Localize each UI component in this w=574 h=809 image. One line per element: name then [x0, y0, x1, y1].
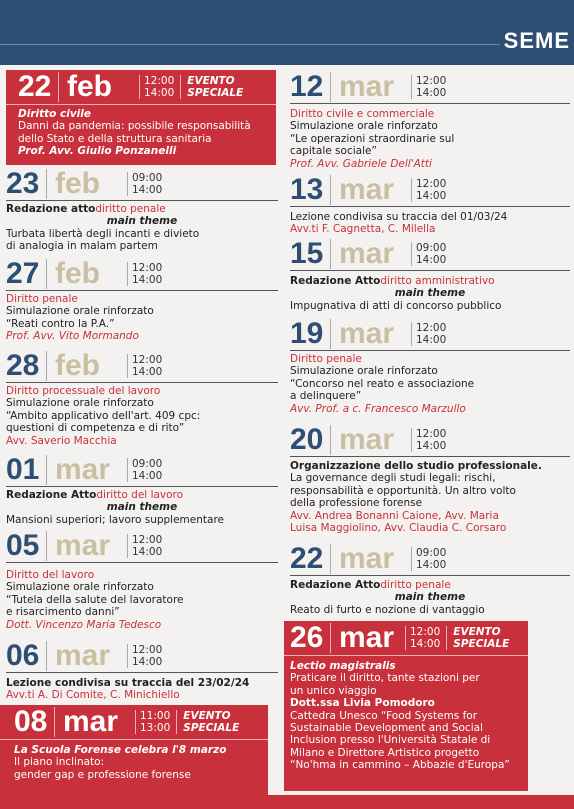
event-body: [0, 740, 268, 781]
speaker: Prof. Avv. Vito Mormando: [6, 330, 139, 343]
time-range: 12:00 14:00: [127, 644, 162, 669]
desc-line: “Ambito applicativo dell'art. 409 cpc:: [6, 409, 201, 422]
desc-line: Impugnativa di atti di concorso pubblico: [290, 299, 502, 312]
day-number: 22: [18, 70, 52, 103]
month-name: mar: [46, 531, 127, 561]
time-range: 09:00 14:00: [411, 242, 446, 267]
event-mar05: [6, 530, 278, 631]
time-range: 12:00 14:00: [127, 354, 162, 379]
event-title: La Scuola Forense celebra l'8 marzo: [14, 744, 227, 756]
time-range: 09:00 14:00: [411, 547, 446, 572]
event-mar19: [290, 318, 570, 415]
date-header: [290, 238, 570, 271]
desc-line: La governance degli studi legali: rischi,: [290, 472, 496, 485]
event-body: [290, 104, 570, 170]
event-mar15: [290, 238, 570, 312]
desc-line: a delinquere”: [290, 390, 362, 403]
month-name: mar: [330, 623, 405, 653]
event-type: Simulazione orale rinforzato: [6, 397, 154, 410]
theme: main theme: [394, 287, 466, 300]
date-header: [6, 168, 278, 201]
event-body: [6, 673, 278, 702]
desc-line: “Reati contro la P.A.”: [6, 317, 115, 330]
theme: main theme: [106, 215, 178, 228]
day-number: 05: [6, 529, 40, 562]
month-name: feb: [46, 351, 127, 381]
event-mar22: [290, 543, 570, 616]
theme: main theme: [394, 591, 466, 604]
day-number: 06: [6, 639, 40, 672]
special-badge: EVENTO SPECIALE: [176, 710, 239, 735]
desc-line: Reato di furto e nozione di vantaggio: [290, 603, 485, 616]
event-type: Lezione condivisa su traccia del 01/03/24: [290, 211, 508, 223]
date-header: [6, 640, 278, 673]
day-number: 20: [290, 423, 324, 456]
theme: main theme: [106, 501, 178, 514]
date-header: [290, 174, 570, 207]
time-range: 12:00 14:00: [139, 75, 174, 100]
act-line: Redazione Attodiritto amministrativo: [290, 275, 495, 287]
date-header: [284, 621, 528, 656]
day-number: 15: [290, 237, 324, 270]
header-band: [0, 0, 574, 65]
event-body: [6, 563, 278, 631]
event-body: [6, 487, 278, 526]
speaker: Avv.ti A. Di Comite, C. Minichiello: [6, 689, 180, 702]
month-name: mar: [330, 175, 411, 205]
month-name: mar: [330, 319, 411, 349]
special-badge: EVENTO SPECIALE: [180, 75, 243, 100]
event-type: Organizzazione dello studio professionale.: [290, 460, 542, 472]
act-line: Redazione Attodiritto penale: [290, 579, 451, 591]
speaker: Avv. Prof. a c. Francesco Marzullo: [290, 402, 466, 415]
event-mar20: [290, 424, 570, 534]
desc-line: Praticare il diritto, tante stazioni per: [290, 672, 480, 685]
header-rule: [0, 44, 500, 45]
desc-line: Cattedra Unesco “Food Systems for: [290, 709, 478, 722]
day-number: 01: [6, 453, 40, 486]
event-mar08: [0, 705, 268, 795]
event-title: Lectio magistralis: [290, 660, 396, 672]
desc-line: e risarcimento danni”: [6, 606, 120, 619]
topic: Diritto penale: [6, 293, 78, 305]
date-header: [6, 70, 276, 105]
day-number: 08: [14, 705, 48, 738]
desc-line: “Le operazioni straordinarie sul: [290, 132, 455, 145]
speaker: Prof. Avv. Gabriele Dell'Atti: [290, 157, 432, 170]
date-header: [6, 350, 278, 383]
desc-line: “Tutela della salute del lavoratore: [6, 593, 184, 606]
event-mar12: [290, 71, 570, 170]
topic: Diritto penale: [290, 353, 362, 365]
event-feb28: [6, 350, 278, 447]
date-header: [290, 424, 570, 457]
month-name: mar: [330, 239, 411, 269]
month-name: mar: [330, 425, 411, 455]
act-line: Redazione attodiritto penale: [6, 203, 166, 215]
topic: Diritto processuale del lavoro: [6, 385, 161, 397]
event-type: Simulazione orale rinforzato: [290, 120, 438, 133]
desc-line: gender gap e professione forense: [14, 768, 191, 781]
month-name: mar: [46, 455, 127, 485]
event-feb27: [6, 258, 278, 343]
event-body: [290, 351, 570, 415]
date-header: [6, 258, 278, 291]
day-number: 22: [290, 542, 324, 575]
day-number: 19: [290, 317, 324, 350]
footer-band: [0, 795, 574, 809]
desc-line: Inclusion presso l'Università Statale di: [290, 734, 491, 747]
desc-line: Danni da pandemia: possibile responsabilità: [18, 120, 251, 133]
event-mar26: [284, 621, 528, 791]
time-range: 11:00 13:00: [135, 710, 170, 735]
desc-line: “Concorso nel reato e associazione: [290, 377, 475, 390]
date-header: [0, 705, 268, 740]
time-range: 09:00 14:00: [127, 458, 162, 483]
day-number: 12: [290, 70, 324, 103]
time-range: 12:00 14:00: [411, 322, 446, 347]
event-type: Simulazione orale rinforzato: [6, 581, 154, 594]
month-name: mar: [46, 641, 127, 671]
month-name: feb: [46, 169, 127, 199]
speaker: Dott. Vincenzo Maria Tedesco: [6, 618, 162, 631]
date-header: [6, 454, 278, 487]
topic: Diritto civile: [18, 108, 91, 120]
time-range: 12:00 14:00: [411, 428, 446, 453]
desc-line: dello Stato e della struttura sanitaria: [18, 132, 212, 145]
event-type: Lezione condivisa su traccia del 23/02/24: [6, 677, 250, 689]
event-body: [290, 457, 570, 534]
desc-line: capitale sociale”: [290, 145, 377, 158]
event-body: [6, 105, 276, 158]
time-range: 12:00 14:00: [127, 534, 162, 559]
month-name: mar: [54, 707, 135, 737]
time-range: 12:00 14:00: [405, 626, 440, 651]
desc-line: responsabilità e opportunità. Un altro volto: [290, 484, 516, 497]
series-title: SEME: [503, 28, 570, 53]
event-body: [290, 576, 570, 616]
speaker: Avv.ti F. Cagnetta, C. Milella: [290, 223, 436, 236]
event-body: [6, 201, 278, 253]
event-mar06: [6, 640, 278, 702]
event-mar13: [290, 174, 570, 236]
time-range: 12:00 14:00: [411, 75, 446, 100]
desc-line: Turbata libertà degli incanti e divieto: [6, 227, 200, 240]
event-body: [290, 207, 570, 236]
day-number: 26: [290, 621, 324, 654]
month-name: mar: [330, 72, 411, 102]
topic: Diritto civile e commerciale: [290, 108, 435, 120]
desc-line: Il piano inclinato:: [14, 756, 105, 769]
time-range: 12:00 14:00: [127, 262, 162, 287]
date-header: [290, 543, 570, 576]
desc-line: Mansioni superiori; lavoro supplementare: [6, 513, 224, 526]
event-feb22: [6, 70, 276, 165]
day-number: 28: [6, 349, 40, 382]
speaker: Dott.ssa Livia Pomodoro: [290, 697, 435, 710]
day-number: 23: [6, 167, 40, 200]
desc-line: un unico viaggio: [290, 684, 377, 697]
event-type: Simulazione orale rinforzato: [6, 305, 154, 318]
act-line: Redazione Attodiritto del lavoro: [6, 489, 184, 501]
speaker: Luisa Maggiolino, Avv. Claudia C. Corsaro: [290, 522, 507, 535]
event-body: [284, 656, 528, 772]
date-header: [290, 71, 570, 104]
desc-line: Sustainable Development and Social: [290, 722, 483, 735]
speaker: Avv. Andrea Bonanni Caione, Avv. Maria: [290, 509, 499, 522]
desc-line: “No'hma in cammino – Abbazie d'Europa”: [290, 759, 510, 772]
month-name: mar: [330, 544, 411, 574]
day-number: 13: [290, 173, 324, 206]
event-body: [6, 291, 278, 343]
event-body: [290, 271, 570, 312]
month-name: feb: [46, 259, 127, 289]
date-header: [290, 318, 570, 351]
event-type: Simulazione orale rinforzato: [290, 365, 438, 378]
special-badge: EVENTO SPECIALE: [446, 626, 509, 651]
topic: Diritto del lavoro: [6, 569, 95, 581]
desc-line: Milano e Direttore Artistico progetto: [290, 746, 480, 759]
event-body: [6, 383, 278, 447]
desc-line: questioni di competenza e di rito”: [6, 422, 185, 435]
event-mar01: [6, 454, 278, 526]
desc-line: della professione forense: [290, 497, 423, 510]
date-header: [6, 530, 278, 563]
desc-line: di analogia in malam partem: [6, 240, 158, 253]
time-range: 09:00 14:00: [127, 172, 162, 197]
speaker: Prof. Avv. Giulio Ponzanelli: [18, 145, 177, 158]
speaker: Avv. Saverio Macchia: [6, 434, 117, 447]
month-name: feb: [58, 72, 139, 102]
time-range: 12:00 14:00: [411, 178, 446, 203]
day-number: 27: [6, 257, 40, 290]
event-feb23: [6, 168, 278, 253]
